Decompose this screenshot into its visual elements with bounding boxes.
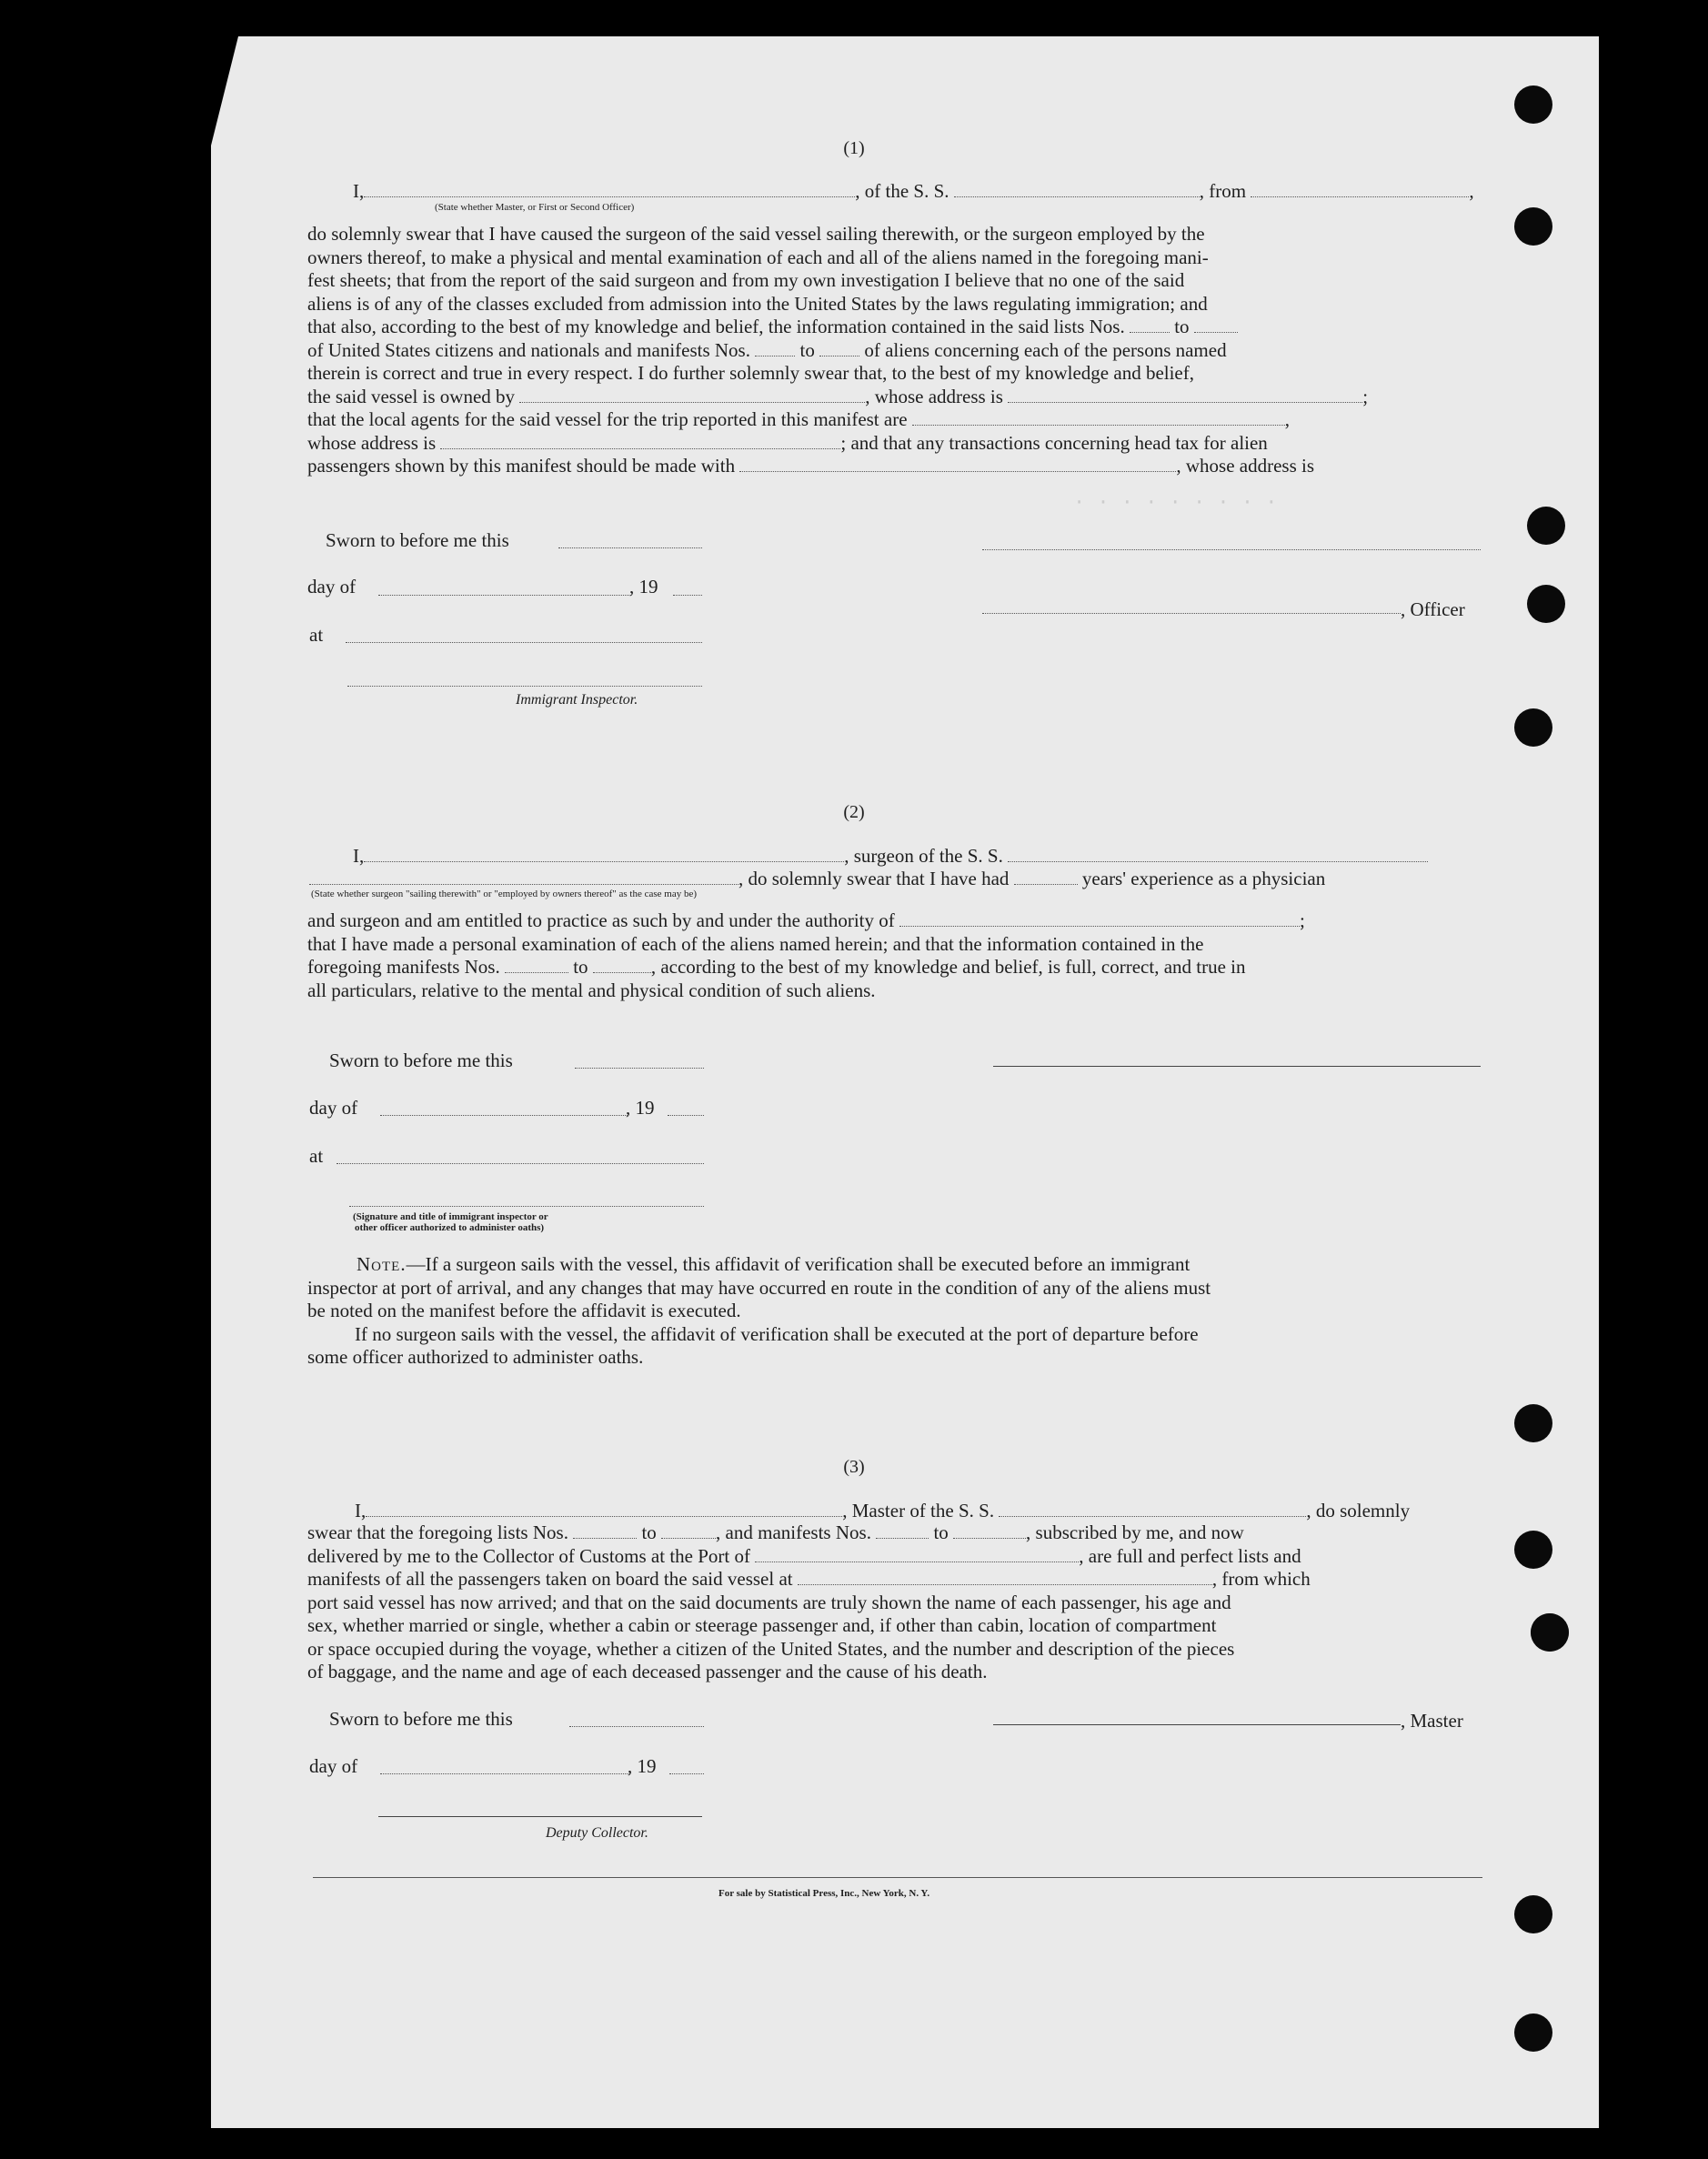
s2-signature-note-2: other officer authorized to administer oaths) [355,1222,545,1233]
bleed-through-texture: · · · · · · · · · [1073,491,1278,514]
s2-day-of-label: day of [309,1097,358,1119]
footer-rule [313,1877,1482,1878]
s1-at-label: at [309,624,324,646]
punch-hole [1514,1895,1552,1933]
punch-hole [1514,1531,1552,1569]
s1-line-1: I, , of the S. S. , from , [353,180,1474,202]
publisher-footer: For sale by Statistical Press, Inc., New York, N. Y. [718,1888,930,1899]
s1-sworn-label: Sworn to before me this [326,529,509,551]
s1-day-of-label: day of [307,576,357,597]
s3-line-1: I, , Master of the S. S. , do solemnly [355,1500,1411,1521]
punch-hole [1514,2013,1552,2052]
punch-hole [1514,708,1552,747]
s1-officer-rank-note: (State whether Master, or First or Second Officer) [435,202,635,213]
punch-hole [1527,585,1565,623]
section-2-heading: (2) [843,802,865,822]
s2-line-2: , do solemnly swear that I have had years' experience as a physician [309,867,1325,890]
s3-day-of-label: day of [309,1755,358,1777]
s2-surgeon-status-note: (State whether surgeon "sailing therewith" or "employed by owners thereof" as the case may be) [311,889,698,899]
punch-hole [1514,1404,1552,1442]
s2-year-label: , 19 [626,1097,655,1119]
s2-body: and surgeon and am entitled to practice as such by and under the authority of ; that I have made a personal examination of each of the aliens named herein; and that the information contained in the foregoing manifests Nos. to , according to the best of my knowledge and belief, is full, correct, and true in all particulars, relative to the mental and physical condition of such aliens. [307,909,1305,1001]
s1-immigrant-inspector-label: Immigrant Inspector. [516,692,638,708]
s1-officer-label: , Officer [1401,598,1465,620]
s1-year-label: , 19 [629,576,658,597]
s3-master-label: , Master [1401,1710,1463,1732]
section-1-heading: (1) [843,138,865,158]
s1-body: do solemnly swear that I have caused the surgeon of the said vessel sailing therewith, or the surgeon employed by the owners thereof, to make a physical and mental examination of each and all of the aliens named in the foregoing mani- fest sheets; that from the report of the said surgeon and from my own investigation I believe that no one of the said aliens is of any of the classes excluded from admission into the United States by the laws regulating immigration; and that also, according to the best of my knowledge and belief, the information contained in the said lists Nos. to of United States citizens and nationals and manifests Nos. to of aliens concerning each of the persons named therein is correct and true in every respect. I do further solemnly swear that, to the best of my knowledge and belief, the said vessel is owned by , whose address is ; that the local agents for the said vessel for the trip reported in this manifest are , whose address is ; and that any transactions concerning head tax for alien passengers shown by this manifest should be made with , whose address is [307,223,1369,477]
punch-hole [1527,507,1565,545]
s3-sworn-label: Sworn to before me this [329,1708,513,1730]
s3-deputy-collector-label: Deputy Collector. [546,1825,648,1841]
s2-signature-note-1: (Signature and title of immigrant inspector or [353,1211,548,1222]
punch-hole [1531,1613,1569,1652]
s2-sworn-label: Sworn to before me this [329,1049,513,1071]
punch-hole [1514,85,1552,124]
s3-body: swear that the foregoing lists Nos. to , and manifests Nos. to , subscribed by me, and now delivered by me to the Collector of Customs at the Port of , are full and perfect lists and manifests of all the passengers taken on board the said vessel at , from which port said vessel has now arrived; and that on the said documents are truly shown the name of each passenger, his age and sex, whether married or single, whether a cabin or steerage passenger and, if other than cabin, location of compartment or space occupied during the voyage, whether a citizen of the United States, and the number and description of the pieces of baggage, and the name and age of each deceased passenger and the cause of his death. [307,1521,1311,1682]
s2-at-label: at [309,1145,324,1167]
s3-year-label: , 19 [628,1755,657,1777]
section-3-heading: (3) [843,1457,865,1477]
s2-line-1: I, , surgeon of the S. S. [353,844,1428,868]
s2-note-block: Note.—If a surgeon sails with the vessel, this affidavit of verification shall be executed before an immigrant inspector at port of arrival, and any changes that may have occurred en route in the condition of any of the aliens must be noted on the manifest before the affidavit is executed. If no surgeon sails with the vessel, the affidavit of verification shall be executed at the port of departure before some officer authorized to administer oaths. [307,1253,1211,1368]
punch-hole [1514,207,1552,246]
